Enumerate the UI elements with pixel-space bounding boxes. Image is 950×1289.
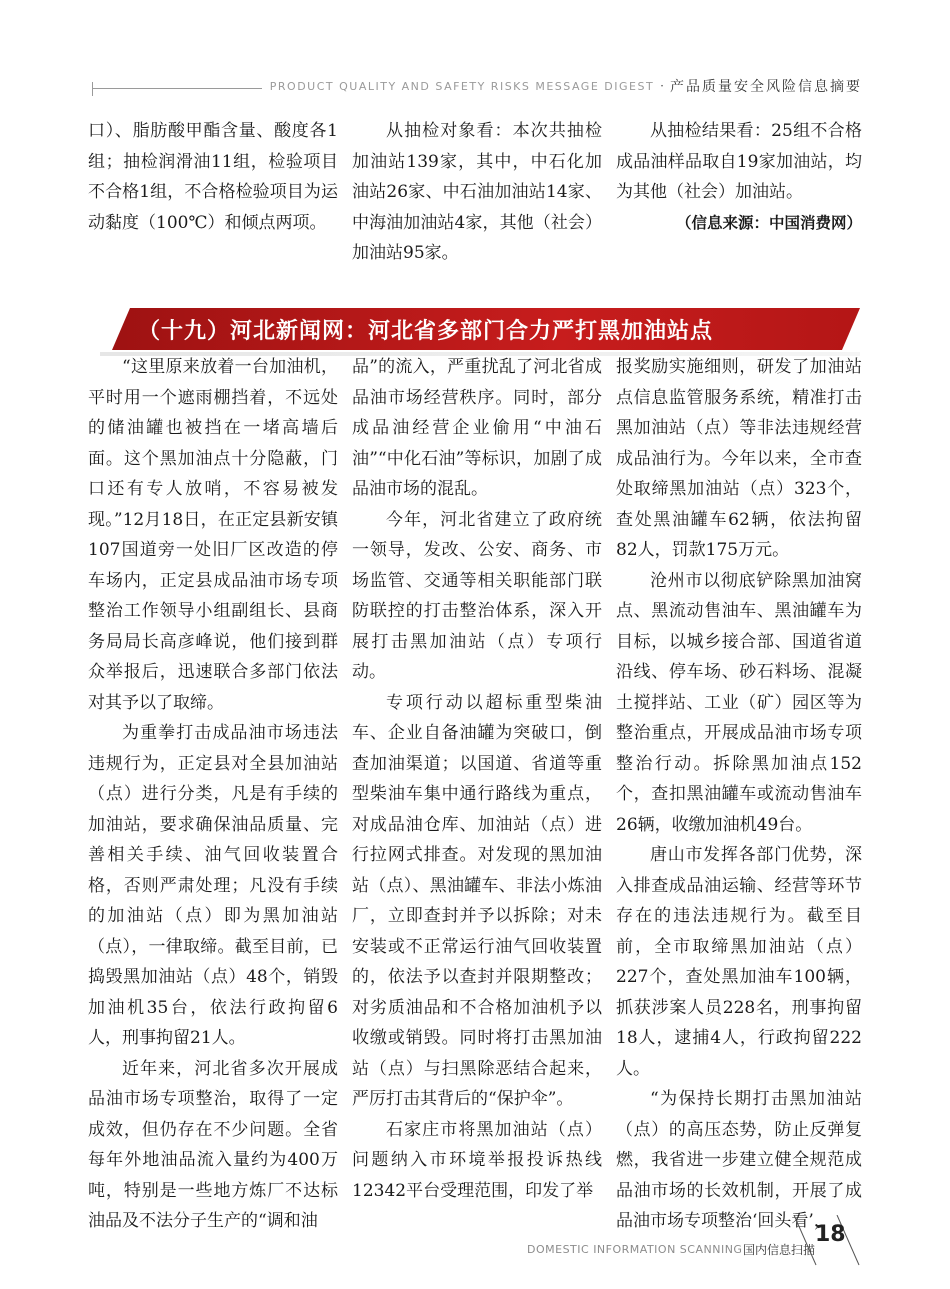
paragraph: 石家庄市将黑加油站（点）问题纳入市环境举报投诉热线12342平台受理范围，印发了举 [352, 1119, 602, 1201]
header-separator: · [660, 79, 664, 93]
paragraph: 报奖励实施细则，研发了加油站点信息监管服务系统，精准打击黑加油站（点）等非法违规经营成品油行为。今年以来，全市查处取缔黑加油站（点）323个，查处黑油罐车62辆，依法拘留82人，罚款175万元。 [616, 357, 862, 560]
footer-section-zh: 国内信息扫描 [743, 1243, 816, 1257]
paragraph: 为重拳打击成品油市场违法违规行为，正定县对全县加油站（点）进行分类，凡是有手续的加油站，要求确保油品质量、完善相关手续、油气回收装置合格，否则严肃处理；凡没有手续的加油站（点）即为黑加油站（点），一律取缔。截至目前，已捣毁黑加油站（点）48个，销毁加油机35台，依法行政拘留6人，刑事拘留21人。 [88, 723, 338, 1048]
article-column-2 [352, 352, 602, 1206]
article-title-banner [112, 308, 860, 350]
page-number: 18 [815, 1222, 846, 1247]
article-title: （十九）河北新闻网：河北省多部门合力严打黑加油站点 [138, 318, 714, 344]
running-header [262, 76, 862, 96]
top-column-1 [88, 116, 338, 238]
article-column-3 [616, 352, 862, 1237]
paragraph: 从抽检对象看：本次共抽检加油站139家，其中，中石化加油站26家、中石油加油站14家、中海油加油站4家，其他（社会）加油站95家。 [352, 121, 602, 263]
paragraph: 专项行动以超标重型柴油车、企业自备油罐为突破口，倒查加油渠道；以国道、省道等重型柴油车集中通行路线为重点，对成品油仓库、加油站（点）进行拉网式排查。对发现的黑加油站（点）、黑油罐车、非法小炼油厂，立即查封并予以拆除；对未安装或不正常运行油气回收装置的，依法予以查封并限期整改；对劣质油品和不合格加油机予以收缴或销毁。同时将打击黑加油站（点）与扫黑除恶结合起来，严厉打击其背后的“保护伞”。 [352, 692, 602, 1109]
header-title-en: PRODUCT QUALITY AND SAFETY RISKS MESSAGE DIGEST [269, 79, 655, 93]
paragraph: “为保持长期打击黑加油站（点）的高压态势，防止反弹复燃，我省进一步建立健全规范成品油市场的长效机制，开展了成品油市场专项整治‘回头看’， [616, 1089, 862, 1231]
paragraph: 今年，河北省建立了政府统一领导，发改、公安、商务、市场监管、交通等相关职能部门联防联控的打击整治体系，深入开展打击黑加油站（点）专项行动。 [352, 509, 602, 682]
footer-section-en: DOMESTIC INFORMATION SCANNING [527, 1243, 743, 1256]
header-title-zh: 产品质量安全风险信息摘要 [670, 79, 862, 95]
paragraph: 品”的流入，严重扰乱了河北省成品油市场经营秩序。同时，部分成品油经营企业偷用“中油石油”“中化石油”等标识，加剧了成品油市场的混乱。 [352, 357, 602, 499]
paragraph: 近年来，河北省多次开展成品油市场专项整治，取得了一定成效，但仍存在不少问题。全省每年外地油品流入量约为400万吨，特别是一些地方炼厂不达标油品及不法分子生产的“调和油 [88, 1058, 338, 1231]
top-column-2 [352, 116, 602, 269]
source-credit: （信息来源：中国消费网） [675, 213, 862, 232]
paragraph: 唐山市发挥各部门优势，深入排查成品油运输、经营等环节存在的违法违规行为。截至目前，全市取缔黑加油站（点）227个，查处黑加油车100辆，抓获涉案人员228名，刑事拘留18人，逮捕4人，行政拘留222人。 [616, 845, 862, 1079]
article-column-1 [88, 352, 338, 1237]
paragraph: “这里原来放着一台加油机，平时用一个遮雨棚挡着，不远处的储油罐也被挡在一堵高墙后面。这个黑加油点十分隐蔽，门口还有专人放哨，不容易被发现。”12月18日，在正定县新安镇107国道旁一处旧厂区改造的停车场内，正定县成品油市场专项整治工作领导小组副组长、县商务局局长高彦峰说，他们接到群众举报后，迅速联合多部门依法对其予以了取缔。 [88, 357, 338, 713]
header-left-tick [92, 82, 93, 96]
paragraph: 从抽检结果看：25组不合格成品油样品取自19家加油站，均为其他（社会）加油站。 [616, 121, 862, 202]
top-column-3 [616, 116, 862, 238]
paragraph: 沧州市以彻底铲除黑加油窝点、黑流动售油车、黑油罐车为目标，以城乡接合部、国道省道沿线、停车场、砂石料场、混凝土搅拌站、工业（矿）园区等为整治重点，开展成品油市场专项整治行动。拆除黑加油点152个，查扣黑油罐车或流动售油车26辆，收缴加油机49台。 [616, 570, 862, 835]
paragraph: 口）、脂肪酸甲酯含量、酸度各1组；抽检润滑油11组，检验项目不合格1组，不合格检验项目为运动黏度（100℃）和倾点两项。 [88, 121, 338, 233]
